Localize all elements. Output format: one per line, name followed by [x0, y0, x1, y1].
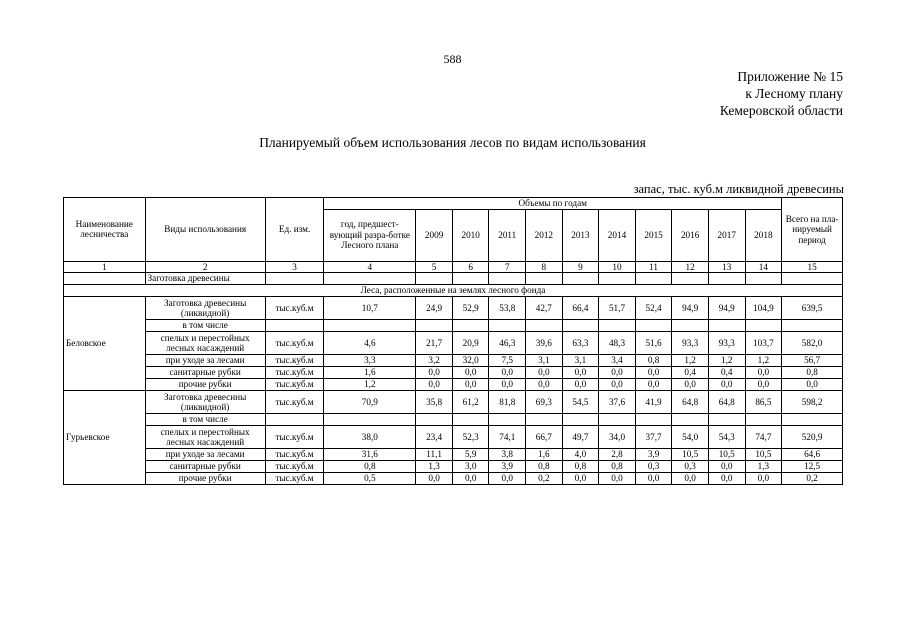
value-cell: 38,0	[324, 426, 416, 449]
value-cell: 1,6	[526, 449, 563, 461]
table-cell	[265, 273, 324, 285]
value-cell: 0,0	[416, 367, 453, 379]
value-cell	[489, 414, 526, 426]
value-cell: 3,9	[489, 461, 526, 473]
value-cell: 0,2	[526, 473, 563, 485]
value-cell: 20,9	[452, 332, 489, 355]
value-cell: 1,2	[708, 355, 745, 367]
value-cell: 3,2	[416, 355, 453, 367]
column-number: 2	[145, 261, 265, 273]
value-cell: 0,4	[708, 367, 745, 379]
table-cell	[489, 273, 526, 285]
unit-cell	[265, 414, 324, 426]
appendix-note	[720, 68, 843, 119]
table-row	[64, 426, 843, 449]
use-type-label: в том числе	[145, 414, 265, 426]
column-number: 12	[672, 261, 709, 273]
value-cell	[562, 320, 599, 332]
column-number-row	[64, 261, 843, 273]
value-cell: 39,6	[526, 332, 563, 355]
value-cell: 0,0	[452, 367, 489, 379]
value-cell	[562, 414, 599, 426]
value-cell: 52,3	[452, 426, 489, 449]
value-cell: 582,0	[782, 332, 843, 355]
value-cell	[672, 414, 709, 426]
unit-cell: тыс.куб.м	[265, 473, 324, 485]
header-year: 2011	[489, 209, 526, 261]
value-cell: 0,3	[672, 461, 709, 473]
forest-use-table	[63, 197, 843, 485]
value-cell: 24,9	[416, 297, 453, 320]
header-year: 2013	[562, 209, 599, 261]
use-type-label: спелых и перестойных лесных насаждений	[145, 426, 265, 449]
table-row	[64, 461, 843, 473]
use-type-label: прочие рубки	[145, 379, 265, 391]
value-cell	[635, 320, 672, 332]
value-cell: 3,1	[526, 355, 563, 367]
value-cell: 86,5	[745, 391, 782, 414]
table-cell	[416, 273, 453, 285]
value-cell: 3,0	[452, 461, 489, 473]
value-cell: 93,3	[672, 332, 709, 355]
value-cell: 0,8	[782, 367, 843, 379]
section-row	[64, 285, 843, 297]
value-cell	[599, 414, 636, 426]
column-number: 10	[599, 261, 636, 273]
value-cell: 1,3	[745, 461, 782, 473]
value-cell: 93,3	[708, 332, 745, 355]
value-cell: 0,0	[489, 473, 526, 485]
value-cell	[416, 414, 453, 426]
value-cell: 1,2	[324, 379, 416, 391]
table-cell	[64, 273, 146, 285]
table-row	[64, 473, 843, 485]
value-cell	[745, 414, 782, 426]
table-cell	[672, 273, 709, 285]
value-cell: 64,8	[672, 391, 709, 414]
value-cell: 0,0	[452, 379, 489, 391]
table-cell	[562, 273, 599, 285]
value-cell: 0,0	[745, 367, 782, 379]
table-cell	[782, 273, 843, 285]
table-row	[64, 379, 843, 391]
value-cell: 0,0	[599, 367, 636, 379]
column-number: 7	[489, 261, 526, 273]
value-cell: 0,0	[635, 367, 672, 379]
header-year: 2016	[672, 209, 709, 261]
value-cell: 0,8	[526, 461, 563, 473]
column-number: 14	[745, 261, 782, 273]
value-cell: 37,6	[599, 391, 636, 414]
appendix-line: Приложение № 15	[737, 69, 843, 84]
column-number: 3	[265, 261, 324, 273]
table-cell	[452, 273, 489, 285]
value-cell: 54,5	[562, 391, 599, 414]
value-cell	[708, 320, 745, 332]
value-cell	[324, 414, 416, 426]
value-cell: 0,0	[489, 379, 526, 391]
value-cell: 10,5	[672, 449, 709, 461]
value-cell: 48,3	[599, 332, 636, 355]
units-note: запас, тыс. куб.м ликвидной древесины	[633, 182, 844, 196]
value-cell: 46,3	[489, 332, 526, 355]
value-cell: 10,5	[745, 449, 782, 461]
use-type-label: санитарные рубки	[145, 461, 265, 473]
value-cell: 598,2	[782, 391, 843, 414]
value-cell: 639,5	[782, 297, 843, 320]
value-cell: 49,7	[562, 426, 599, 449]
table-row	[64, 391, 843, 414]
unit-cell: тыс.куб.м	[265, 449, 324, 461]
unit-cell: тыс.куб.м	[265, 379, 324, 391]
value-cell: 0,0	[562, 367, 599, 379]
appendix-line: к Лесному плану	[745, 86, 843, 101]
value-cell: 61,2	[452, 391, 489, 414]
header-unit: Ед. изм.	[265, 198, 324, 262]
value-cell: 0,0	[708, 461, 745, 473]
use-type-label: Заготовка древесины (ликвидной)	[145, 297, 265, 320]
value-cell: 81,8	[489, 391, 526, 414]
appendix-line: Кемеровской области	[719, 103, 843, 118]
value-cell: 0,0	[599, 379, 636, 391]
column-number: 5	[416, 261, 453, 273]
value-cell: 64,8	[708, 391, 745, 414]
use-type-label: санитарные рубки	[145, 367, 265, 379]
header-year: 2009	[416, 209, 453, 261]
use-type-label: спелых и перестойных лесных насаждений	[145, 332, 265, 355]
column-number: 15	[782, 261, 843, 273]
value-cell	[452, 414, 489, 426]
use-type-label: при уходе за лесами	[145, 355, 265, 367]
unit-cell: тыс.куб.м	[265, 367, 324, 379]
value-cell: 104,9	[745, 297, 782, 320]
header-row	[64, 198, 843, 210]
value-cell: 35,8	[416, 391, 453, 414]
value-cell: 32,0	[452, 355, 489, 367]
value-cell: 520,9	[782, 426, 843, 449]
value-cell: 0,3	[635, 461, 672, 473]
value-cell	[745, 320, 782, 332]
value-cell: 0,0	[526, 367, 563, 379]
value-cell: 54,3	[708, 426, 745, 449]
forestry-name: Беловское	[64, 297, 146, 391]
header-year: 2018	[745, 209, 782, 261]
header-forestry: Наименование лесничества	[64, 198, 146, 262]
table-cell	[635, 273, 672, 285]
value-cell: 11,1	[416, 449, 453, 461]
value-cell	[452, 320, 489, 332]
value-cell: 70,9	[324, 391, 416, 414]
column-number: 6	[452, 261, 489, 273]
page-number: 588	[443, 52, 462, 66]
use-type-label: прочие рубки	[145, 473, 265, 485]
value-cell: 0,0	[672, 473, 709, 485]
value-cell	[708, 414, 745, 426]
value-cell	[635, 414, 672, 426]
forestry-name: Гурьевское	[64, 391, 146, 485]
unit-cell: тыс.куб.м	[265, 391, 324, 414]
value-cell: 53,8	[489, 297, 526, 320]
column-number: 4	[324, 261, 416, 273]
unit-cell: тыс.куб.м	[265, 426, 324, 449]
value-cell: 1,6	[324, 367, 416, 379]
value-cell	[526, 414, 563, 426]
unit-cell: тыс.куб.м	[265, 332, 324, 355]
value-cell: 0,0	[745, 473, 782, 485]
value-cell: 1,2	[672, 355, 709, 367]
header-use-type: Виды использования	[145, 198, 265, 262]
table-row	[64, 332, 843, 355]
use-type-label: в том числе	[145, 320, 265, 332]
value-cell: 3,1	[562, 355, 599, 367]
value-cell: 12,5	[782, 461, 843, 473]
value-cell: 4,6	[324, 332, 416, 355]
harvest-row	[64, 273, 843, 285]
value-cell: 0,0	[489, 367, 526, 379]
table-cell	[708, 273, 745, 285]
value-cell: 3,8	[489, 449, 526, 461]
value-cell: 34,0	[599, 426, 636, 449]
unit-cell	[265, 320, 324, 332]
value-cell: 21,7	[416, 332, 453, 355]
table-cell	[526, 273, 563, 285]
value-cell: 66,4	[562, 297, 599, 320]
value-cell: 0,0	[416, 379, 453, 391]
header-year: 2014	[599, 209, 636, 261]
value-cell: 41,9	[635, 391, 672, 414]
value-cell: 74,1	[489, 426, 526, 449]
value-cell: 0,5	[324, 473, 416, 485]
value-cell: 7,5	[489, 355, 526, 367]
value-cell: 54,0	[672, 426, 709, 449]
value-cell: 66,7	[526, 426, 563, 449]
value-cell: 94,9	[708, 297, 745, 320]
value-cell	[416, 320, 453, 332]
value-cell: 0,8	[599, 461, 636, 473]
table-row	[64, 297, 843, 320]
document-title: Планируемый объем использования лесов по видам использования	[259, 135, 646, 150]
value-cell	[489, 320, 526, 332]
unit-cell: тыс.куб.м	[265, 297, 324, 320]
header-prev-year: год, предшест-вующий разра-ботке Лесного плана	[324, 209, 416, 261]
column-number: 11	[635, 261, 672, 273]
value-cell: 0,0	[782, 379, 843, 391]
value-cell: 31,6	[324, 449, 416, 461]
column-number: 13	[708, 261, 745, 273]
value-cell	[782, 414, 843, 426]
value-cell: 1,2	[745, 355, 782, 367]
value-cell: 2,8	[599, 449, 636, 461]
value-cell: 94,9	[672, 297, 709, 320]
table-cell	[745, 273, 782, 285]
value-cell: 1,3	[416, 461, 453, 473]
value-cell: 0,0	[562, 379, 599, 391]
use-type-label: Заготовка древесины (ликвидной)	[145, 391, 265, 414]
header-year: 2017	[708, 209, 745, 261]
value-cell: 10,5	[708, 449, 745, 461]
value-cell: 69,3	[526, 391, 563, 414]
value-cell: 0,0	[416, 473, 453, 485]
table-cell	[599, 273, 636, 285]
value-cell: 0,8	[324, 461, 416, 473]
header-volumes: Объемы по годам	[324, 198, 782, 210]
value-cell: 0,0	[708, 379, 745, 391]
value-cell: 5,9	[452, 449, 489, 461]
value-cell: 0,0	[526, 379, 563, 391]
value-cell	[672, 320, 709, 332]
value-cell: 51,6	[635, 332, 672, 355]
value-cell: 0,0	[599, 473, 636, 485]
value-cell: 0,0	[562, 473, 599, 485]
value-cell	[599, 320, 636, 332]
value-cell: 52,4	[635, 297, 672, 320]
value-cell: 103,7	[745, 332, 782, 355]
value-cell: 0,0	[635, 379, 672, 391]
value-cell: 0,0	[672, 379, 709, 391]
header-year: 2010	[452, 209, 489, 261]
table-cell	[324, 273, 416, 285]
value-cell: 42,7	[526, 297, 563, 320]
value-cell	[782, 320, 843, 332]
column-number: 1	[64, 261, 146, 273]
use-type-label: при уходе за лесами	[145, 449, 265, 461]
unit-cell: тыс.куб.м	[265, 461, 324, 473]
column-number: 9	[562, 261, 599, 273]
unit-cell: тыс.куб.м	[265, 355, 324, 367]
value-cell: 0,0	[452, 473, 489, 485]
value-cell	[526, 320, 563, 332]
column-number: 8	[526, 261, 563, 273]
value-cell: 51,7	[599, 297, 636, 320]
header-year: 2015	[635, 209, 672, 261]
value-cell: 23,4	[416, 426, 453, 449]
value-cell	[324, 320, 416, 332]
value-cell: 4,0	[562, 449, 599, 461]
value-cell: 74,7	[745, 426, 782, 449]
header-total: Всего на пла-нируемый период	[782, 198, 843, 262]
value-cell: 56,7	[782, 355, 843, 367]
table-row	[64, 414, 843, 426]
value-cell: 64,6	[782, 449, 843, 461]
header-year: 2012	[526, 209, 563, 261]
value-cell: 37,7	[635, 426, 672, 449]
value-cell: 0,8	[635, 355, 672, 367]
table-row	[64, 355, 843, 367]
value-cell: 10,7	[324, 297, 416, 320]
value-cell: 0,4	[672, 367, 709, 379]
value-cell: 0,8	[562, 461, 599, 473]
harvest-label: Заготовка древесины	[145, 273, 265, 285]
value-cell: 0,0	[635, 473, 672, 485]
table-row	[64, 449, 843, 461]
value-cell: 0,0	[745, 379, 782, 391]
value-cell: 0,0	[708, 473, 745, 485]
value-cell: 63,3	[562, 332, 599, 355]
section-label: Леса, расположенные на землях лесного фонда	[64, 285, 843, 297]
value-cell: 3,9	[635, 449, 672, 461]
value-cell: 3,3	[324, 355, 416, 367]
table-row	[64, 367, 843, 379]
table-row	[64, 320, 843, 332]
value-cell: 0,2	[782, 473, 843, 485]
value-cell: 52,9	[452, 297, 489, 320]
value-cell: 3,4	[599, 355, 636, 367]
